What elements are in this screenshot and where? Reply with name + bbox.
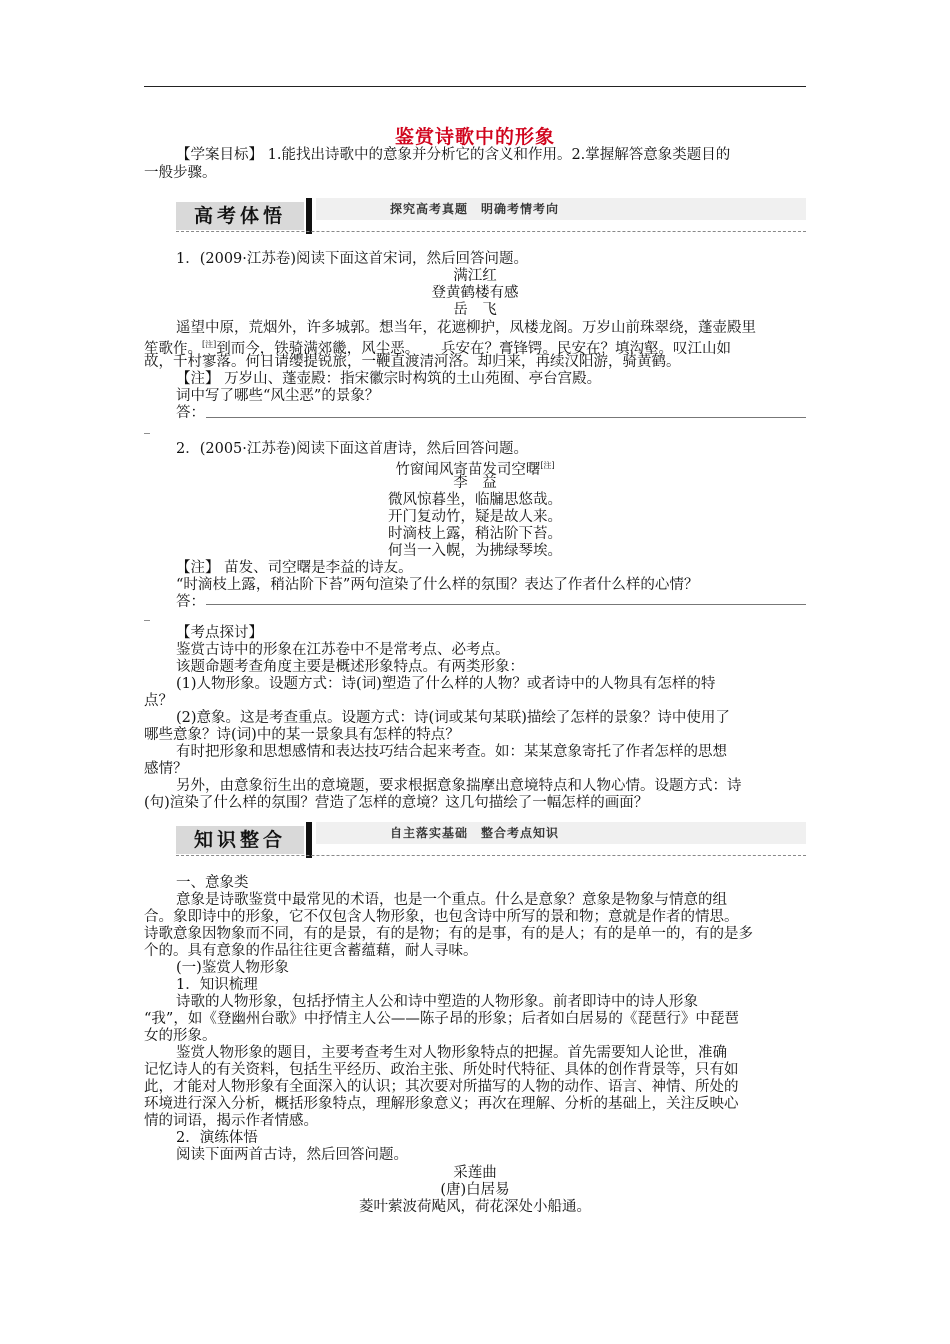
q1-poem-author: 岳 飞 <box>453 302 497 318</box>
banner-subtitle: 自主落实基础 整合考点知识 <box>316 822 806 844</box>
banner-divider <box>176 855 806 856</box>
zhishi-line: 意象是诗歌鉴赏中最常见的术语，也是一个重点。什么是意象？意象是物象与情意的组 <box>176 892 727 908</box>
q1-question: 词中写了哪些“风尘恶”的景象？ <box>176 388 380 404</box>
kaodian-line: (2)意象。这是考查重点。设题方式：诗(词或某句某联)描绘了怎样的景象？诗中使用了 <box>176 710 730 726</box>
zhishi-line: 阅读下面两首古诗，然后回答问题。 <box>176 1147 408 1163</box>
poem3-author: (唐)白居易 <box>440 1182 510 1198</box>
q1-dash: _ <box>144 420 150 434</box>
q2-question: “时滴枝上露，稍沾阶下苔”两句渲染了什么样的氛围？表达了作者什么样的心情？ <box>176 577 699 593</box>
zhishi-line: 诗歌意象因物象而不同，有的是景，有的是物；有的是事，有的是人；有的是单一的，有的是多 <box>144 926 753 942</box>
zhishi-line: 诗歌的人物形象，包括抒情主人公和诗中塑造的人物形象。前者即诗中的诗人形象 <box>176 994 698 1010</box>
zhishi-line: (一)鉴赏人物形象 <box>176 960 289 976</box>
banner-bar <box>306 822 312 858</box>
zhishi-line: 一、意象类 <box>176 875 249 891</box>
kaodian-line: 感情？ <box>144 761 188 777</box>
zhishi-line: “我”，如《登幽州台歌》中抒情主人公——陈子昂的形象；后者如白居易的《琵琶行》中琵琶 <box>144 1011 739 1027</box>
q2-answer-label: 答： <box>176 594 205 610</box>
page-title: 鉴赏诗歌中的形象 <box>394 126 555 148</box>
poem3-line-1: 菱叶萦波荷飐风，荷花深处小船通。 <box>359 1199 591 1215</box>
q2-poem-author: 李 益 <box>453 475 497 491</box>
kaodian-line: 点？ <box>144 693 173 709</box>
section-banner-zhishi <box>176 822 806 858</box>
kaodian-line: 另外，由意象衍生出的意境题，要求根据意象揣摩出意境特点和人物心情。设题方式：诗 <box>176 778 742 794</box>
q2-dash: _ <box>144 607 150 621</box>
banner-bar <box>306 198 312 234</box>
zhishi-line: 记忆诗人的有关资料，包括生平经历、政治主张、所处时代特征、具体的创作背景等，只有如 <box>144 1062 739 1078</box>
q2-poem-line-3: 时滴枝上露，稍沾阶下苔。 <box>388 526 562 542</box>
q2-intro: 2．(2005·江苏卷)阅读下面这首唐诗，然后回答问题。 <box>176 441 529 457</box>
banner-divider <box>176 231 806 232</box>
poem3-title: 采莲曲 <box>453 1165 497 1181</box>
kaodian-heading: 【考点探讨】 <box>176 625 263 641</box>
kaodian-line: 该题命题考查角度主要是概述形象特点。有两类形象： <box>176 659 524 675</box>
kaodian-line: (句)渲染了什么样的氛围？营造了怎样的意境？这几句描绘了一幅怎样的画面？ <box>144 795 649 811</box>
q2-note: 【注】 苗发、司空曙是李益的诗友。 <box>176 560 413 576</box>
q1-intro: 1．(2009·江苏卷)阅读下面这首宋词，然后回答问题。 <box>176 251 529 267</box>
kaodian-line: 有时把形象和思想感情和表达技巧结合起来考查。如：某某意象寄托了作者怎样的思想 <box>176 744 727 760</box>
kaodian-line: 哪些意象？诗(词)中的某一景象具有怎样的特点？ <box>144 727 460 743</box>
goal-line-1: 【学案目标】 1.能找出诗歌中的意象并分析它的含义和作用。2.掌握解答意象类题目的 <box>176 147 731 163</box>
goal-line-2: 一般步骤。 <box>144 165 217 181</box>
zhishi-line: 鉴赏人物形象的题目，主要考查考生对人物形象特点的把握。首先需要知人论世，准确 <box>176 1045 727 1061</box>
zhishi-line: 合。象即诗中的形象，它不仅包含人物形象，也包含诗中所写的景和物；意就是作者的情思。 <box>144 909 739 925</box>
banner-subtitle: 探究高考真题 明确考情考向 <box>316 198 806 220</box>
zhishi-line: 此，才能对人物形象有全面深入的认识；其次要对所描写的人物的动作、语言、神情、所处的 <box>144 1079 739 1095</box>
q2-poem-line-1: 微风惊暮坐，临牖思悠哉。 <box>388 492 562 508</box>
q1-answer-label: 答： <box>176 405 205 421</box>
top-rule <box>144 86 806 87</box>
zhishi-line: 个的。具有意象的作品往往更含蓄蕴藉，耐人寻味。 <box>144 943 478 959</box>
q2-poem-title: 竹窗闻风寄苗发司空曙[注] <box>395 461 555 478</box>
q1-line-2: 笙歌作。[注]到而今，铁骑满郊畿，风尘恶。 兵安在？膏锋锷。民安在？填沟壑。叹江山如 <box>144 340 731 357</box>
q2-poem-line-4: 何当一入幌，为拂绿琴埃。 <box>388 543 562 559</box>
zhishi-line: 环境进行深入分析，概括形象特点，理解形象意义；再次在理解、分析的基础上，关注反映心 <box>144 1096 739 1112</box>
zhishi-line: 女的形象。 <box>144 1028 217 1044</box>
zhishi-line: 2．演练体悟 <box>176 1130 258 1146</box>
q1-line-3: 故，千村寥落。何日请缨提锐旅，一鞭直渡清河洛。却归来，再续汉阳游，骑黄鹤。 <box>144 354 681 370</box>
q1-note-mark: [注] <box>202 340 217 349</box>
banner-tag: 知识整合 <box>176 826 304 854</box>
q2-poem-line-2: 开门复动竹，疑是故人来。 <box>388 509 562 525</box>
zhishi-line: 1．知识梳理 <box>176 977 258 993</box>
q1-line-1: 遥望中原，荒烟外，许多城郭。想当年，花遮柳护，凤楼龙阁。万岁山前珠翠绕，蓬壶殿里 <box>176 320 756 336</box>
banner-tag: 高考体悟 <box>176 202 304 230</box>
q1-poem-title: 满江红 <box>453 268 497 284</box>
zhishi-line: 情的词语，揭示作者情感。 <box>144 1113 318 1129</box>
section-banner-gaokao <box>176 198 806 234</box>
q1-poem-subtitle: 登黄鹤楼有感 <box>431 285 519 301</box>
q1-answer-field[interactable] <box>206 417 806 418</box>
q1-note: 【注】 万岁山、蓬壶殿：指宋徽宗时构筑的土山苑囿、亭台宫殿。 <box>176 371 602 387</box>
q2-title-mark: [注] <box>540 461 555 470</box>
q2-answer-field[interactable] <box>206 604 806 605</box>
kaodian-line: (1)人物形象。设题方式：诗(词)塑造了什么样的人物？或者诗中的人物具有怎样的特 <box>176 676 716 692</box>
kaodian-line: 鉴赏古诗中的形象在江苏卷中不是常考点、必考点。 <box>176 642 510 658</box>
